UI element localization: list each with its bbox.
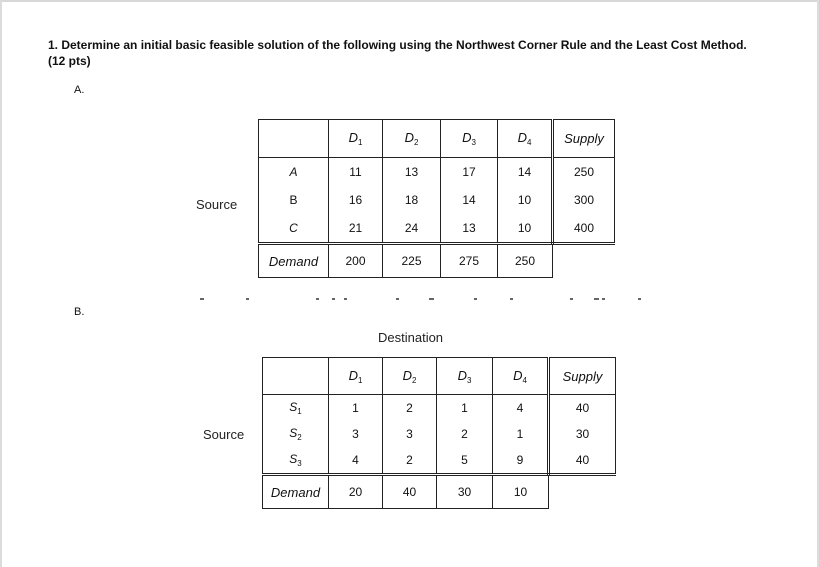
part-b-row-name-s3: $S_3$ <box>263 447 329 475</box>
part-b-label: B. <box>74 306 85 318</box>
part-b-header-d2: $D_2$ <box>383 358 437 395</box>
part-a-supply-cell: 400 <box>553 214 615 244</box>
part-a-cost-cell: 17 <box>441 158 498 187</box>
question-title-line2: (12 pts) <box>48 54 91 68</box>
question-title <box>48 37 768 69</box>
part-a-demand-cell: 200 <box>329 244 383 278</box>
part-b-cost-cell: 4 <box>493 395 549 422</box>
part-b-cost-cell: 2 <box>437 421 493 447</box>
part-b-supply-cell: 30 <box>549 421 616 447</box>
part-a-cost-cell: 24 <box>383 214 441 244</box>
part-a-cost-cell: 13 <box>383 158 441 187</box>
part-a-label: A. <box>74 84 85 96</box>
part-a-header-supply: Supply <box>553 120 615 158</box>
part-a-demand-label: Demand <box>259 244 329 278</box>
question-title-line1: 1. Determine an initial basic feasible solution of the following using the Northwest Corner Rule and the Least Cost Method. <box>48 38 747 52</box>
part-a-row-name-c: C <box>259 214 329 244</box>
part-a-cost-cell: 14 <box>441 186 498 214</box>
part-a-demand-cell: 225 <box>383 244 441 278</box>
part-b-cost-cell: 4 <box>329 447 383 475</box>
part-a-header-d2: $D_2$ <box>383 120 441 158</box>
part-a-cost-cell: 16 <box>329 186 383 214</box>
part-a-transport-table <box>258 119 615 278</box>
page-top-edge <box>0 0 819 2</box>
part-a-demand-cell: 250 <box>498 244 553 278</box>
part-b-header-supply: Supply <box>549 358 616 395</box>
part-b-cost-cell: 2 <box>383 447 437 475</box>
part-a-cost-cell: 10 <box>498 186 553 214</box>
scan-artifact-dashes <box>200 298 650 300</box>
part-b-cost-cell: 3 <box>329 421 383 447</box>
part-b-cost-cell: 1 <box>493 421 549 447</box>
part-a-cost-cell: 18 <box>383 186 441 214</box>
part-a-cost-cell: 11 <box>329 158 383 187</box>
part-b-header-d3: $D_3$ <box>437 358 493 395</box>
part-a-header-d1: $D_1$ <box>329 120 383 158</box>
part-b-source-label: Source <box>203 427 245 442</box>
part-a-row-name-a: A <box>259 158 329 187</box>
part-b-empty-cell <box>549 475 616 509</box>
part-b-corner-cell <box>263 358 329 395</box>
part-b-supply-cell: 40 <box>549 395 616 422</box>
part-b-cost-cell: 1 <box>329 395 383 422</box>
part-b-cost-cell: 2 <box>383 395 437 422</box>
part-b-row-name-s2: $S_2$ <box>263 421 329 447</box>
part-b-demand-label: Demand <box>263 475 329 509</box>
part-a-row-name-b: B <box>259 186 329 214</box>
part-a-header-d3: $D_3$ <box>441 120 498 158</box>
part-b-cost-cell: 5 <box>437 447 493 475</box>
part-a-cost-cell: 14 <box>498 158 553 187</box>
part-b-demand-cell: 40 <box>383 475 437 509</box>
part-b-cost-cell: 1 <box>437 395 493 422</box>
part-a-supply-cell: 300 <box>553 186 615 214</box>
part-b-header-d1: $D_1$ <box>329 358 383 395</box>
page-left-edge <box>0 0 2 567</box>
part-a-header-d4: $D_4$ <box>498 120 553 158</box>
part-b-row-name-s1: $S_1$ <box>263 395 329 422</box>
part-b-cost-cell: 3 <box>383 421 437 447</box>
part-b-supply-cell: 40 <box>549 447 616 475</box>
part-a-supply-cell: 250 <box>553 158 615 187</box>
part-a-cost-cell: 21 <box>329 214 383 244</box>
part-b-demand-cell: 30 <box>437 475 493 509</box>
part-a-empty-cell <box>553 244 615 278</box>
part-b-demand-cell: 20 <box>329 475 383 509</box>
part-b-cost-cell: 9 <box>493 447 549 475</box>
part-a-cost-cell: 13 <box>441 214 498 244</box>
part-a-corner-cell <box>259 120 329 158</box>
part-a-cost-cell: 10 <box>498 214 553 244</box>
part-b-transport-table <box>262 357 616 509</box>
part-b-destination-label: Destination <box>378 330 444 345</box>
part-b-header-d4: $D_4$ <box>493 358 549 395</box>
part-b-demand-cell: 10 <box>493 475 549 509</box>
part-a-demand-cell: 275 <box>441 244 498 278</box>
part-a-source-label: Source <box>196 197 238 212</box>
